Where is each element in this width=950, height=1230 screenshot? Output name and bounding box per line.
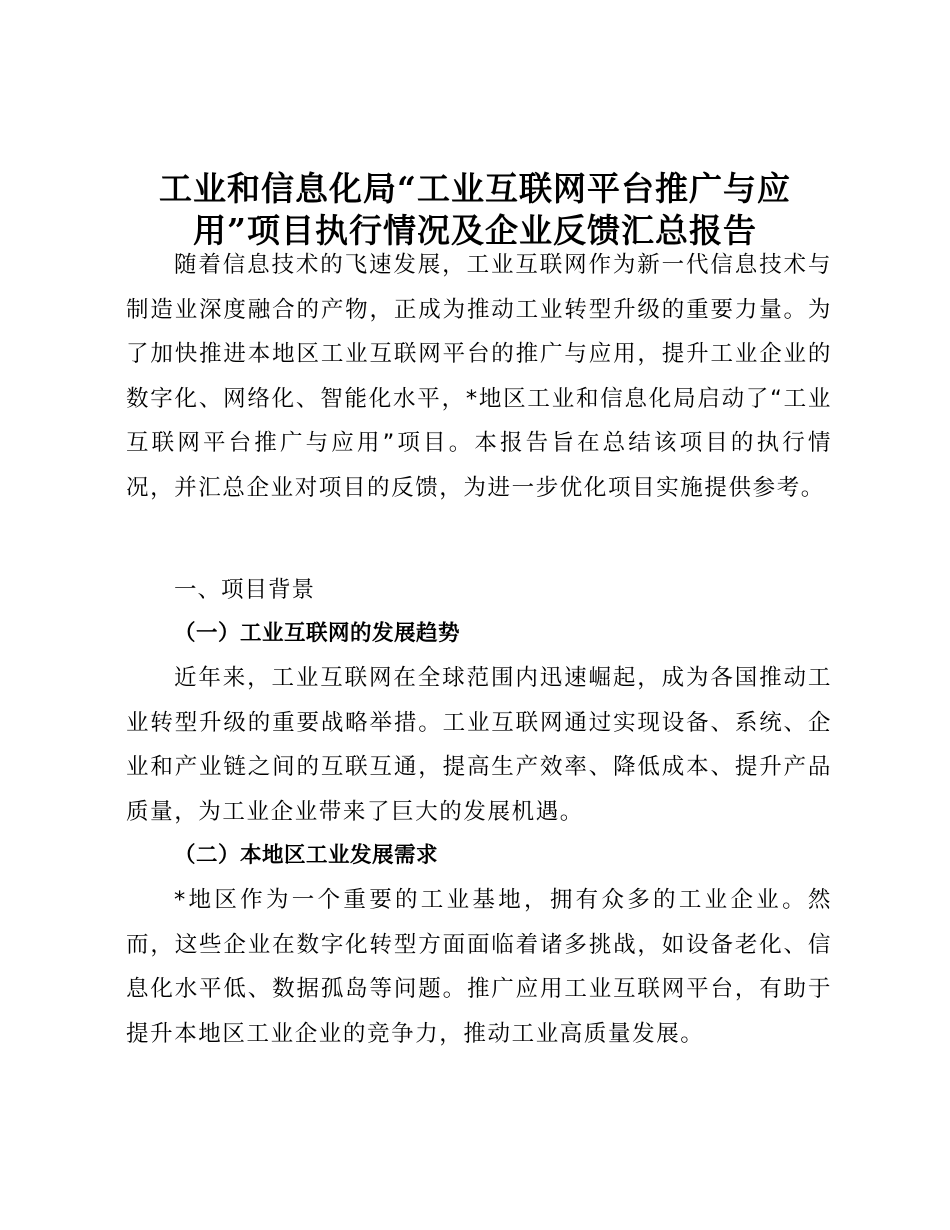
trend-paragraph: 近年来，工业互联网在全球范围内迅速崛起，成为各国推动工业转型升级的重要战略举措。工业互联网通过实现设备、系统、企业和产业链之间的互联互通，提高生产效率、降低成本、提升产品质量，为工业企业带来了巨大的发展机遇。 xyxy=(126,665,832,825)
demand-paragraph: *地区作为一个重要的工业基地，拥有众多的工业企业。然而，这些企业在数字化转型方面面临着诸多挑战，如设备老化、信息化水平低、数据孤岛等问题。推广应用工业互联网平台，有助于提升本地区工业企业的竞争力，推动工业高质量发展。 xyxy=(126,887,832,1047)
section-heading-background: 一、项目背景 xyxy=(174,577,316,603)
subsection-heading-trend: （一）工业互联网的发展趋势 xyxy=(174,621,461,646)
subsection-heading-demand: （二）本地区工业发展需求 xyxy=(174,843,439,868)
document-title-line-2: 用”项目执行情况及企业反馈汇总报告 xyxy=(193,211,757,250)
document-title-line-1: 工业和信息化局“工业互联网平台推广与应 xyxy=(159,169,791,208)
document-title xyxy=(120,168,830,252)
intro-paragraph: 随着信息技术的飞速发展，工业互联网作为新一代信息技术与制造业深度融合的产物，正成为推动工业转型升级的重要力量。为了加快推进本地区工业互联网平台的推广与应用，提升工业企业的数字化、网络化、智能化水平，*地区工业和信息化局启动了“工业互联网平台推广与应用”项目。本报告旨在总结该项目的执行情况，并汇总企业对项目的反馈，为进一步优化项目实施提供参考。 xyxy=(126,252,832,501)
